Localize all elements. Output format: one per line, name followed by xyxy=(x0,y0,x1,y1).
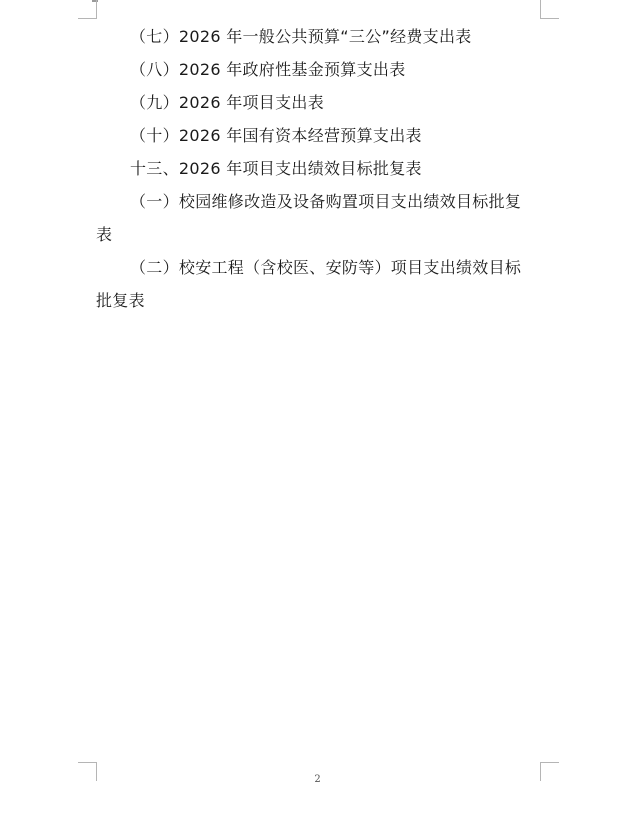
toc-line-8: （八）2026 年政府性基金预算支出表 xyxy=(130,60,406,79)
document-body xyxy=(96,20,542,317)
toc-line-13-1-continued: 表 xyxy=(96,225,113,244)
crop-mark-top-left xyxy=(78,0,97,19)
page-number: 2 xyxy=(314,774,321,785)
toc-line-13-2: （二）校安工程（含校医、安防等）项目支出绩效目标 xyxy=(130,258,522,277)
toc-line-13-1: （一）校园维修改造及设备购置项目支出绩效目标批复 xyxy=(130,192,522,211)
crop-mark-top-right xyxy=(540,0,559,19)
section-13-heading: 十三、2026 年项目支出绩效目标批复表 xyxy=(130,159,422,178)
toc-line-10: （十）2026 年国有资本经营预算支出表 xyxy=(130,126,422,145)
toc-line-9: （九）2026 年项目支出表 xyxy=(130,93,325,112)
toc-line-7: （七）2026 年一般公共预算“三公”经费支出表 xyxy=(130,27,472,46)
toc-line-13-2-continued: 批复表 xyxy=(96,291,145,310)
